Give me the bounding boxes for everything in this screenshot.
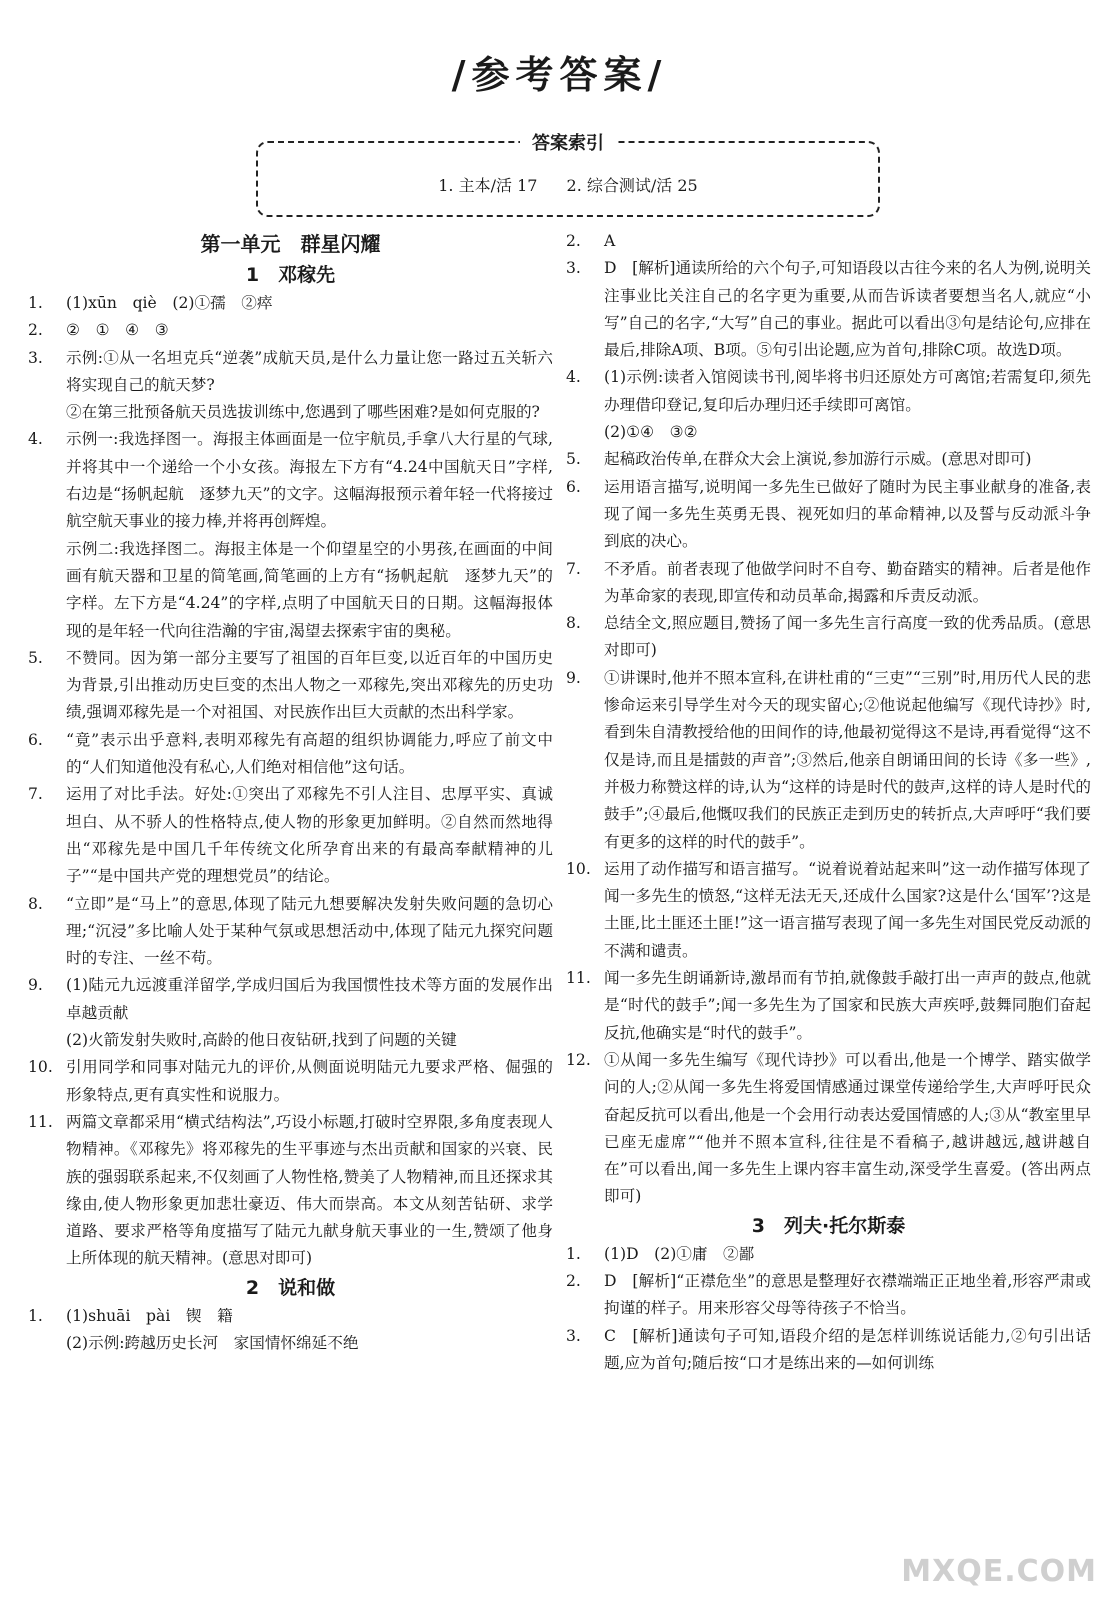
answer-text: 闻一多先生朗诵新诗,激昂而有节拍,就像鼓手敲打出一声声的鼓点,他就是“时代的鼓手”;闻一多先生为了国家和民族大声疾呼,鼓舞同胞们奋起反抗,他确实是“时代的鼓手”。: [604, 969, 1091, 1042]
answer-item: [566, 228, 1091, 255]
answer-number: 4.: [28, 430, 43, 449]
answer-number: 8.: [28, 894, 43, 913]
answer-number: 5.: [566, 450, 581, 469]
answer-item: [566, 610, 1091, 665]
answer-number: 11.: [566, 969, 591, 988]
answer-item: [28, 426, 553, 644]
answer-number: 3.: [28, 348, 43, 367]
answer-number: 1.: [566, 1244, 581, 1263]
answer-item: [566, 856, 1091, 965]
answer-text: 运用了动作描写和语言描写。“说着说着站起来叫”这一动作描写体现了闻一多先生的愤怒,“这样无法无天,还成什么国家?这是什么‘国军’?这是土匪,比土匪还土匪!”这一语言描写表现了闻一多先生对国民党反动派的不满和谴责。: [604, 859, 1092, 960]
answer-number: 1.: [28, 1306, 43, 1325]
answer-text: D [解析]通读所给的六个句子,可知语段以古往今来的名人为例,说明关注事业比关注自己的名字更为重要,从而告诉读者要想当名人,就应“小写”自己的名字,“大写”自己的事业。据此可以看出③句是结论句,应排在最后,排除A项、B项。⑤句引出论题,应为首句,排除C项。故选D项。: [604, 259, 1091, 360]
answer-number: 4.: [566, 368, 581, 387]
answer-text: “竟”表示出乎意料,表明邓稼先有高超的组织协调能力,呼应了前文中的“人们知道他没有私心,人们绝对相信他”这句话。: [66, 730, 553, 777]
answer-item: [28, 1303, 553, 1358]
lesson-2-answers: [28, 1303, 553, 1358]
answer-index-title: 答案索引: [520, 129, 616, 155]
answer-number: 2.: [566, 1271, 581, 1290]
answer-text: 示例二:我选择图二。海报主体是一个仰望星空的小男孩,在画面的中间画有航天器和卫星的简笔画,简笔画的上方有“扬帆起航 逐梦九天”的字样。左下方是“4.24”的字样,点明了中国航天日的日期。这幅海报体现的是年轻一代向往浩瀚的宇宙,渴望去探索宇宙的奥秘。: [66, 539, 553, 640]
watermark-logo: MXQE.COM: [901, 1554, 1097, 1589]
answer-item: [28, 727, 553, 782]
left-column: [28, 228, 553, 1357]
lesson-heading: 1 邓稼先: [245, 264, 336, 286]
answer-number: 3.: [566, 259, 581, 278]
answer-text: (1)示例:读者入馆阅读书刊,阅毕将书归还原处方可离馆;若需复印,须先办理借印登记,复印后办理归还手续即可离馆。: [604, 368, 1091, 414]
answer-number: 7.: [28, 785, 43, 804]
answer-number: 11.: [28, 1112, 53, 1131]
answer-text: ②在第三批预备航天员选拔训练中,您遇到了哪些困难?是如何克服的?: [66, 403, 540, 422]
answer-text: (1)xūn qiè (2)①孺 ②瘁: [66, 294, 273, 312]
answer-number: 5.: [28, 648, 43, 667]
answer-item: [28, 345, 553, 427]
answer-text: (2)示例:跨越历史长河 家国情怀绵延不绝: [66, 1333, 359, 1352]
answer-number: 10.: [28, 1058, 53, 1077]
answer-item: [28, 1109, 553, 1273]
answer-text: 引用同学和同事对陆元九的评价,从侧面说明陆元九要求严格、倔强的形象特点,更有真实性和说服力。: [66, 1058, 553, 1104]
answer-text: 起稿政治传单,在群众大会上演说,参加游行示威。(意思对即可): [604, 450, 1032, 469]
answer-item: [566, 446, 1091, 473]
answer-item: [566, 965, 1091, 1047]
answer-text: (1)陆元九远渡重洋留学,学成归国后为我国惯性技术等方面的发展作出卓越贡献: [66, 976, 553, 1022]
lesson-2-answers-continued: [566, 228, 1091, 1211]
answer-text: 运用了对比手法。好处:①突出了邓稼先不引人注目、忠厚平实、真诚坦白、从不骄人的性格特点,使人物的形象更加鲜明。②自然而然地得出“邓稼先是中国几千年传统文化所孕育出来的有最高奉献精神的儿子”“是中国共产党的理想党员”的结论。: [66, 785, 553, 886]
answer-item: [28, 891, 553, 973]
lesson-3-answers: [566, 1241, 1091, 1377]
answer-item: [566, 474, 1091, 556]
answer-index-items: [258, 173, 878, 196]
answer-item: [566, 556, 1091, 611]
answer-text: 总结全文,照应题目,赞扬了闻一多先生言行高度一致的优秀品质。(意思对即可): [604, 614, 1091, 660]
answer-item: [566, 665, 1091, 856]
answer-number: 8.: [566, 614, 581, 633]
answer-item: [28, 1054, 553, 1109]
answer-number: 7.: [566, 559, 581, 578]
answer-number: 2.: [566, 232, 581, 250]
answer-item: [28, 781, 553, 890]
answer-text: 不矛盾。前者表现了他做学问时不自夸、勤奋踏实的精神。后者是他作为革命家的表现,即宣传和动员革命,揭露和斥责反动派。: [604, 559, 1091, 605]
answer-index-item: 2. 综合测试/活 25: [566, 176, 698, 195]
answer-text: “立即”是“马上”的意思,体现了陆元九想要解决发射失败问题的急切心理;“沉浸”多比喻人处于某种气氛或思想活动中,体现了陆元九探究问题时的专注、一丝不苟。: [66, 894, 553, 968]
answer-text: 示例:①从一名坦克兵“逆袭”成航天员,是什么力量让您一路过五关斩六将实现自己的航天梦?: [66, 348, 553, 394]
answer-index-item: 1. 主本/活 17: [438, 176, 538, 195]
answer-item: [566, 255, 1091, 364]
answer-text: (2)火箭发射失败时,高龄的他日夜钻研,找到了问题的关键: [66, 1031, 457, 1050]
page-title: /参考答案/: [451, 53, 668, 97]
answer-number: 6.: [566, 477, 581, 496]
answer-item: [566, 1241, 1091, 1268]
answer-text: 两篇文章都采用“横式结构法”,巧设小标题,打破时空界限,多角度表现人物精神。《邓稼先》将邓稼先的生平事迹与杰出贡献和国家的兴衰、民族的强弱联系起来,不仅刻画了人物性格,赞美了人物精神,而且还探求其缘由,使人物形象更加悲壮豪迈、伟大而崇高。本文从刻苦钻研、求学道路、要求严格等角度描写了陆元九献身航天事业的一生,赞颂了他身上所体现的航天精神。(意思对即可): [66, 1112, 553, 1268]
lesson-1-answers: [28, 290, 553, 1273]
lesson-heading: 3 列夫·托尔斯泰: [751, 1214, 906, 1237]
answer-item: [566, 364, 1091, 446]
answer-number: 10.: [566, 859, 591, 878]
answer-item: [28, 290, 553, 317]
answer-text: (2)①④ ③②: [604, 423, 698, 442]
answer-text: ①从闻一多先生编写《现代诗抄》可以看出,他是一个博学、踏实做学问的人;②从闻一多先生将爱国情感通过课堂传递给学生,大声呼吁民众奋起反抗可以看出,他是一个会用行动表达爱国情感的人;③从“教室里早已座无虚席”“他并不照本宣科,往往是不看稿子,越讲越远,越讲越自在”可以看出,闻一多先生上课内容丰富生动,深受学生喜爱。(答出两点即可): [604, 1050, 1091, 1206]
answer-number: 1.: [28, 294, 43, 312]
answer-number: 6.: [28, 730, 43, 749]
answer-text: 运用语言描写,说明闻一多先生已做好了随时为民主事业献身的准备,表现了闻一多先生英勇无畏、视死如归的革命精神,以及誓与反动派斗争到底的决心。: [604, 477, 1091, 551]
answer-text: 示例一:我选择图一。海报主体画面是一位宇航员,手拿八大行星的气球,并将其中一个递给一个小女孩。海报左下方有“4.24中国航天日”字样,右边是“扬帆起航 逐梦九天”的文字。这幅海报预示着年轻一代将接过航空航天事业的接力棒,并将再创辉煌。: [66, 430, 553, 531]
answer-number: 3.: [566, 1326, 581, 1345]
answer-number: 2.: [28, 321, 43, 340]
answer-item: [28, 317, 553, 344]
answer-text: 不赞同。因为第一部分主要写了祖国的百年巨变,以近百年的中国历史为背景,引出推动历史巨变的杰出人物之一邓稼先,突出邓稼先的历史功绩,强调邓稼先是一个对祖国、对民族作出巨大贡献的杰出科学家。: [66, 648, 553, 722]
answer-item: [566, 1268, 1091, 1323]
answer-item: [566, 1047, 1091, 1211]
answer-text: ①讲课时,他并不照本宣科,在讲杜甫的“三吏”“三别”时,用历代人民的悲惨命运来引导学生对今天的现实留心;②他说起他编写《现代诗抄》时,看到朱自清教授给他的田间作的诗,他最初觉得这不是诗,再看觉得“这不仅是诗,而且是擂鼓的声音”;③然后,他亲自朗诵田间的长诗《多一些》,并极力称赞这样的诗,认为“这样的诗是时代的鼓声,这样的诗人是时代的鼓手”;④最后,他慨叹我们的民族正走到历史的转折点,大声呼吁“我们要有更多的这样的时代的鼓手”。: [604, 668, 1091, 851]
unit-heading: 第一单元 群星闪耀: [200, 232, 381, 256]
answer-item: [566, 1323, 1091, 1378]
answer-number: 9.: [566, 668, 581, 687]
answer-text: A: [604, 232, 616, 250]
answer-text: C [解析]通读句子可知,语段介绍的是怎样训练说话能力,②句引出话题,应为首句;随后按“口才是练出来的—如何训练: [604, 1326, 1091, 1372]
answer-text: (1)D (2)①庸 ②鄙: [604, 1244, 755, 1263]
answer-number: 12.: [566, 1050, 591, 1069]
answer-text: ② ① ④ ③: [66, 321, 169, 340]
lesson-heading: 2 说和做: [245, 1276, 336, 1299]
answer-item: [28, 972, 553, 1054]
answer-number: 9.: [28, 976, 43, 995]
answer-text: (1)shuāi pài 锲 籍: [66, 1306, 233, 1325]
answer-text: D [解析]“正襟危坐”的意思是整理好衣襟端端正正地坐着,形容严肃或拘谨的样子。用来形容父母等待孩子不恰当。: [604, 1271, 1091, 1318]
right-column: [566, 228, 1091, 1377]
answer-index-box: [256, 133, 880, 217]
answer-item: [28, 645, 553, 727]
